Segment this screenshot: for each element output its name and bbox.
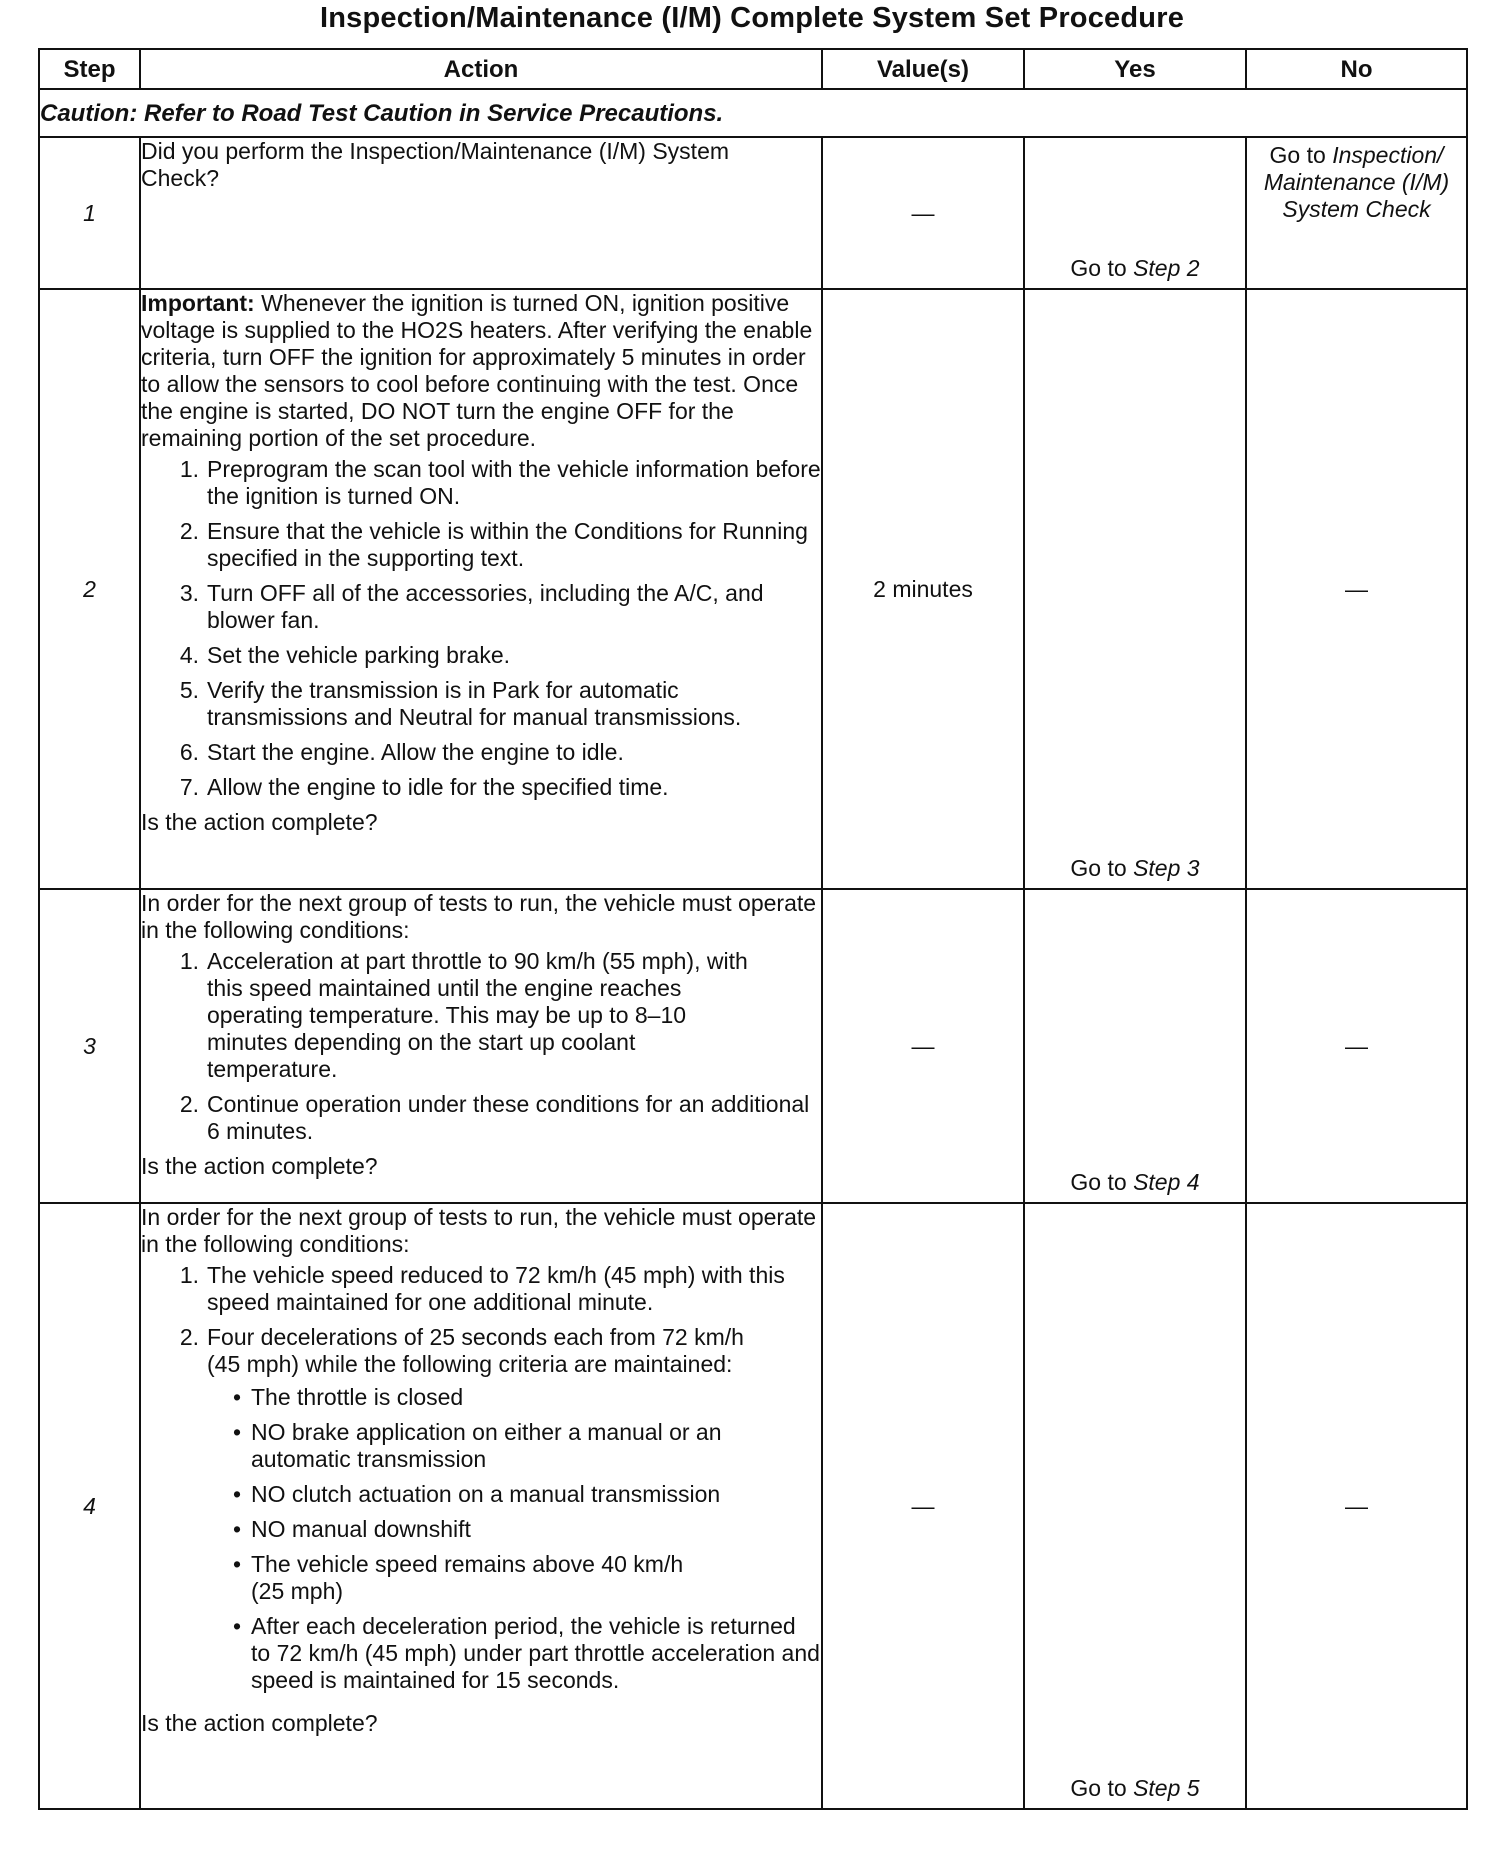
step-number: 2 xyxy=(39,289,140,889)
action-cell xyxy=(140,1203,822,1809)
goto-prefix: Go to xyxy=(1070,1775,1127,1801)
item-text: Ensure that the vehicle is within the Conditions for Running specified in the supporting text. xyxy=(207,518,808,571)
item-number: 2. xyxy=(179,518,199,544)
goto-prefix: Go to xyxy=(1269,142,1326,168)
yes-cell xyxy=(1024,289,1246,889)
bullet-text: The throttle is closed xyxy=(251,1384,464,1410)
value-cell: — xyxy=(822,1203,1024,1809)
yes-cell xyxy=(1024,1203,1246,1809)
question-text: Is the action complete? xyxy=(141,809,378,835)
header-values: Value(s) xyxy=(822,49,1024,89)
bullet: • xyxy=(232,1481,241,1507)
item-text: Acceleration at part throttle to 90 km/h (55 mph), with this speed maintained until the engine reaches operating temperature. This may be up to 8–10 minutes depending on the start up coolant temperature. xyxy=(207,948,748,1082)
table-row xyxy=(39,137,1467,289)
table-row xyxy=(39,889,1467,1203)
no-cell: — xyxy=(1246,889,1467,1203)
question-text: Is the action complete? xyxy=(141,1710,378,1736)
bullet-text: NO manual downshift xyxy=(251,1516,471,1542)
goto-prefix: Go to xyxy=(1070,1169,1127,1195)
procedure-table xyxy=(38,48,1468,1810)
header-no: No xyxy=(1246,49,1467,89)
important-text: Whenever the ignition is turned ON, ignition positive voltage is supplied to the HO2S heaters. After verifying the enable criteria, turn OFF the ignition for approximately 5 minutes in order to allow the sensors to cool before continuing with the test. Once the engine is started, DO NOT turn the engine OFF for the remaining portion of the set procedure. xyxy=(141,290,813,451)
intro-text: In order for the next group of tests to run, the vehicle must operate in the following conditions: xyxy=(141,1204,817,1257)
item-number: 2. xyxy=(179,1324,199,1350)
list-item xyxy=(141,1091,821,1145)
item-text: Allow the engine to idle for the specified time. xyxy=(207,774,669,800)
important-note xyxy=(141,290,821,452)
bullet: • xyxy=(232,1551,241,1577)
step-list xyxy=(141,948,821,1145)
list-item xyxy=(207,1419,821,1473)
goto-target: Inspection/ Maintenance (I/M) System Check xyxy=(1263,142,1450,222)
list-item xyxy=(207,1551,821,1605)
list-item xyxy=(141,580,821,634)
no-cell: — xyxy=(1246,1203,1467,1809)
bullet: • xyxy=(232,1516,241,1542)
item-number: 6. xyxy=(179,739,199,765)
no-cell: — xyxy=(1246,289,1467,889)
list-item xyxy=(141,1262,821,1316)
action-cell xyxy=(140,889,822,1203)
value-cell: — xyxy=(822,889,1024,1203)
list-item xyxy=(141,774,821,801)
bullet: • xyxy=(232,1419,241,1445)
list-item xyxy=(141,677,821,731)
yes-goto xyxy=(1025,855,1245,882)
important-label: Important: xyxy=(141,290,255,316)
no-cell xyxy=(1246,137,1467,289)
item-number: 2. xyxy=(179,1091,199,1117)
yes-cell xyxy=(1024,889,1246,1203)
header-action: Action xyxy=(140,49,822,89)
yes-goto xyxy=(1025,1169,1245,1196)
table-row xyxy=(39,289,1467,889)
item-text: Start the engine. Allow the engine to idle. xyxy=(207,739,624,765)
step-number: 4 xyxy=(39,1203,140,1809)
list-item xyxy=(141,518,821,572)
bullet: • xyxy=(232,1613,241,1639)
page-title: Inspection/Maintenance (I/M) Complete System Set Procedure xyxy=(319,2,1185,34)
goto-target: Step 5 xyxy=(1133,1775,1200,1801)
list-item xyxy=(207,1481,821,1508)
yes-goto xyxy=(1025,255,1245,282)
no-goto xyxy=(1247,142,1466,223)
intro-text: In order for the next group of tests to run, the vehicle must operate in the following conditions: xyxy=(141,890,817,943)
caution-text: Caution: Refer to Road Test Caution in Service Precautions. xyxy=(39,89,1467,137)
item-text: Preprogram the scan tool with the vehicle information before the ignition is turned ON. xyxy=(207,456,821,509)
goto-target: Step 4 xyxy=(1133,1169,1200,1195)
item-body xyxy=(207,1324,821,1702)
goto-target: Step 3 xyxy=(1133,855,1200,881)
item-number: 1. xyxy=(179,1262,199,1288)
list-item xyxy=(141,456,821,510)
item-text: Set the vehicle parking brake. xyxy=(207,642,511,668)
item-text: Turn OFF all of the accessories, including the A/C, and blower fan. xyxy=(207,580,764,633)
question-text: Is the action complete? xyxy=(141,1153,378,1179)
item-number: 3. xyxy=(179,580,199,606)
value-cell: 2 minutes xyxy=(822,289,1024,889)
bullet-text: After each deceleration period, the vehicle is returned to 72 km/h (45 mph) under part throttle acceleration and speed is maintained for 15 seconds. xyxy=(251,1613,820,1693)
action-cell xyxy=(140,137,822,289)
item-text: Four decelerations of 25 seconds each from 72 km/h (45 mph) while the following criteria are maintained: xyxy=(207,1324,744,1377)
list-item xyxy=(207,1516,821,1543)
yes-goto xyxy=(1025,1775,1245,1802)
list-item xyxy=(207,1384,821,1411)
yes-cell xyxy=(1024,137,1246,289)
action-cell xyxy=(140,289,822,889)
table-row xyxy=(39,1203,1467,1809)
header-row xyxy=(39,49,1467,89)
bullet-text: NO brake application on either a manual or an automatic transmission xyxy=(251,1419,722,1472)
step-number: 3 xyxy=(39,889,140,1203)
list-item xyxy=(207,1613,821,1694)
action-text: Did you perform the Inspection/Maintenance (I/M) System Check? xyxy=(141,138,730,191)
item-number: 7. xyxy=(179,774,199,800)
bullet-text: NO clutch actuation on a manual transmission xyxy=(251,1481,721,1507)
value-cell: — xyxy=(822,137,1024,289)
item-number: 4. xyxy=(179,642,199,668)
item-number: 5. xyxy=(179,677,199,703)
header-step: Step xyxy=(39,49,140,89)
step-list xyxy=(141,456,821,801)
item-number: 1. xyxy=(179,456,199,482)
step-list xyxy=(141,1262,821,1702)
list-item xyxy=(141,739,821,766)
criteria-list xyxy=(207,1384,821,1694)
bullet: • xyxy=(232,1384,241,1410)
goto-prefix: Go to xyxy=(1070,855,1127,881)
list-item xyxy=(141,948,821,1083)
item-text: Continue operation under these conditions for an additional 6 minutes. xyxy=(207,1091,810,1144)
goto-target: Step 2 xyxy=(1133,255,1200,281)
item-text: Verify the transmission is in Park for automatic transmissions and Neutral for manual transmissions. xyxy=(207,677,742,730)
step-number: 1 xyxy=(39,137,140,289)
goto-prefix: Go to xyxy=(1070,255,1127,281)
item-number: 1. xyxy=(179,948,199,974)
item-text: The vehicle speed reduced to 72 km/h (45 mph) with this speed maintained for one additional minute. xyxy=(207,1262,785,1315)
caution-row xyxy=(39,89,1467,137)
list-item xyxy=(141,642,821,669)
list-item xyxy=(141,1324,821,1702)
bullet-text: The vehicle speed remains above 40 km/h (25 mph) xyxy=(251,1551,684,1604)
header-yes: Yes xyxy=(1024,49,1246,89)
